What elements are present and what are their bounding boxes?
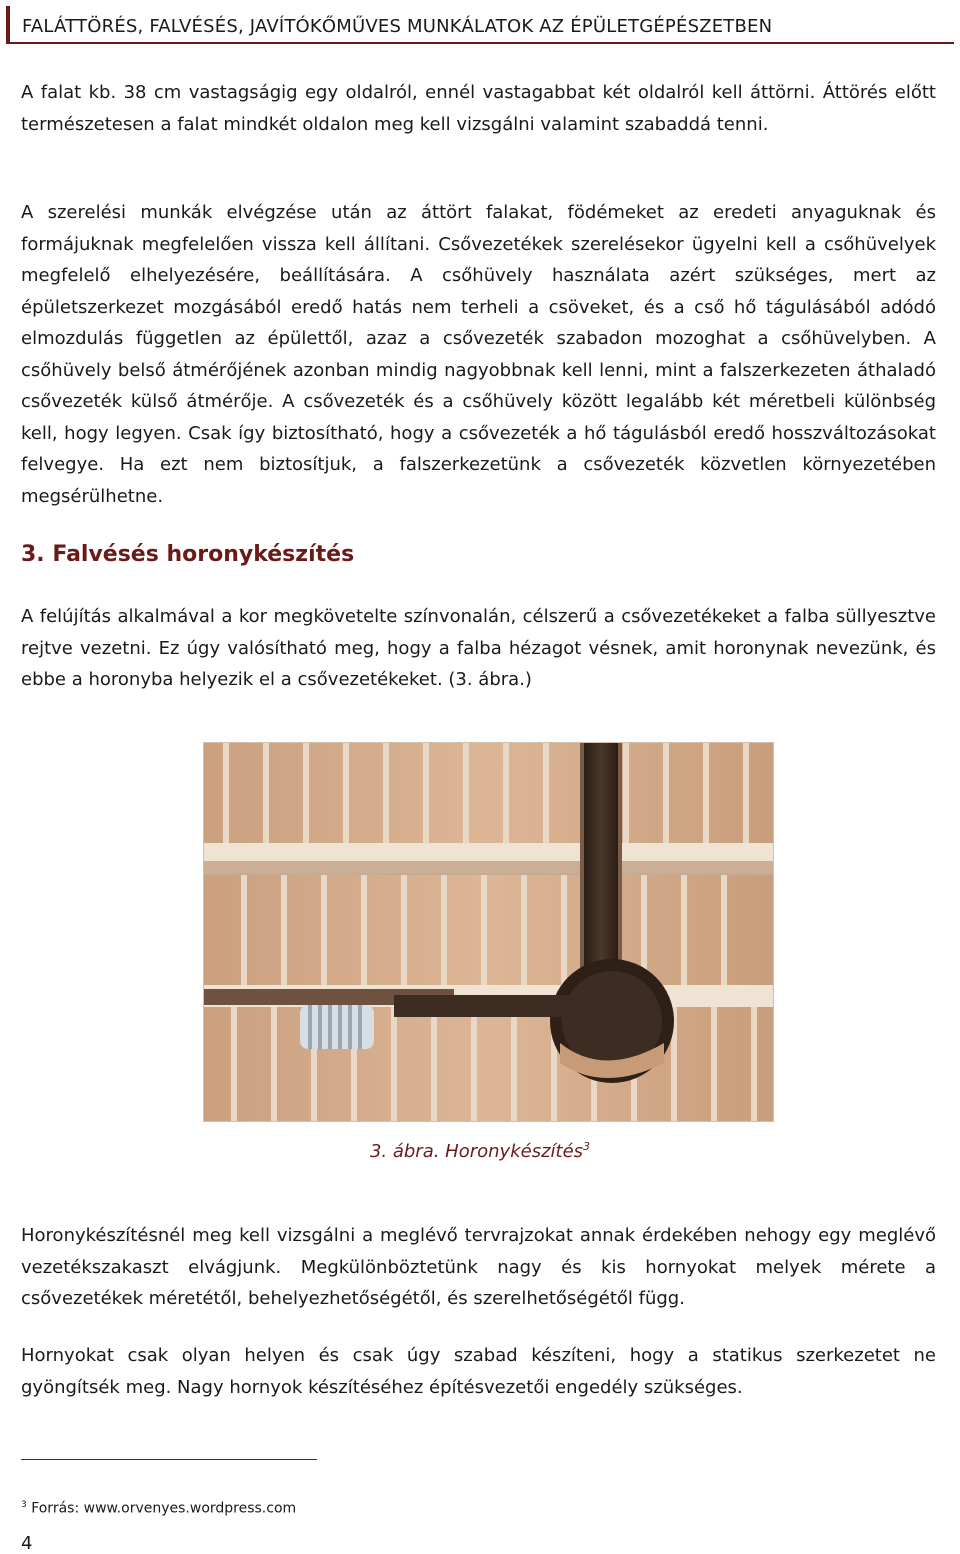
footnote-ref: 3 — [21, 1500, 27, 1510]
caption-text: 3. ábra. Horonykészítés — [369, 1141, 584, 1162]
vertical-groove — [580, 743, 622, 993]
running-header — [6, 6, 954, 44]
page-number: 4 — [21, 1533, 33, 1554]
brick-row-bottom — [204, 1007, 774, 1122]
header-title: FALÁTTÖRÉS, FALVÉSÉS, JAVÍTÓKŐMŰVES MUNKÁLATOK AZ ÉPÜLETGÉPÉSZETBEN — [22, 16, 773, 37]
groove-photo-image — [204, 743, 774, 1122]
brick-row-middle — [204, 875, 774, 985]
paragraph-1: A falat kb. 38 cm vastagságig egy oldalról, ennél vastagabbat két oldalról kell áttörni. Áttörés előtt természetesen a falat mindkét oldalon meg kell vizsgálni valamint szabaddá tenni. — [21, 82, 936, 135]
paragraph-3: A felújítás alkalmával a kor megkövetelte színvonalán, célszerű a csővezetékeket a falba süllyesztve rejtve vezetni. Ez úgy valósítható meg, hogy a falba hézagot vésnek, amit horonynak nevezünk, és ebbe a horonyba helyezik el a csővezetékeket. (3. ábra.) — [21, 606, 936, 690]
footnote-text: Forrás: www.orvenyes.wordpress.com — [31, 1500, 297, 1517]
brick-row-top — [204, 743, 774, 843]
caption-footnote-ref[interactable]: 3 — [583, 1140, 591, 1153]
elbow-fitting — [550, 959, 674, 1083]
paragraph-2: A szerelési munkák elvégzése után az áttört falakat, födémeket az eredeti anyaguknak és formájuknak megfelelően vissza kell állítani. Csővezetékek szerelésekor ügyelni kell a csőhüvelyek megfelelő elhelyezésére, beállítására. A csőhüvely használata azért szükséges, mert az épületszerkezet mozgásából eredő hatás nem terheli a csöveket, és a cső hő tágulásából adódó elmozdulás független az épülettől, azaz a csővezeték szabadon mozoghat a csőhüvelyben. A csőhüvely belső átmérőjének azonban mindig nagyobbnak kell lenni, mint a falszerkezeten áthaladó csővezeték külső átmérője. A csővezeték és a csőhüvely között legalább két méretbeli különbség kell, hogy legyen. Csak így biztosítható, hogy a csővezeték a hő tágulásból eredő hosszváltozásokat felvegye. Ha ezt nem biztosítjuk, a falszerkezetünk a csővezeték közvetlen környezetében megsérülhetne. — [21, 202, 936, 507]
figure-caption — [0, 1140, 960, 1162]
footnote-divider — [21, 1459, 317, 1460]
corrugated-pipe — [300, 1005, 374, 1049]
paragraph-5: Hornyokat csak olyan helyen és csak úgy szabad készíteni, hogy a statikus szerkezetet ne gyöngítsék meg. Nagy hornyok készítéséhez építésvezetői engedély szükséges. — [21, 1345, 936, 1398]
footnote — [21, 1500, 296, 1517]
figure-groove-photo — [203, 742, 774, 1122]
paragraph-4: Horonykészítésnél meg kell vizsgálni a meglévő tervrajzokat annak érdekében nehogy egy meglévő vezetékszakaszt elvágjunk. Megkülönböztetünk nagy és kis hornyokat melyek mérete a csővezetékek méretétől, behelyezhetőségétől, és szerelhetőségétől függ. — [21, 1225, 936, 1309]
section-heading: 3. Falvésés horonykészítés — [21, 542, 355, 567]
